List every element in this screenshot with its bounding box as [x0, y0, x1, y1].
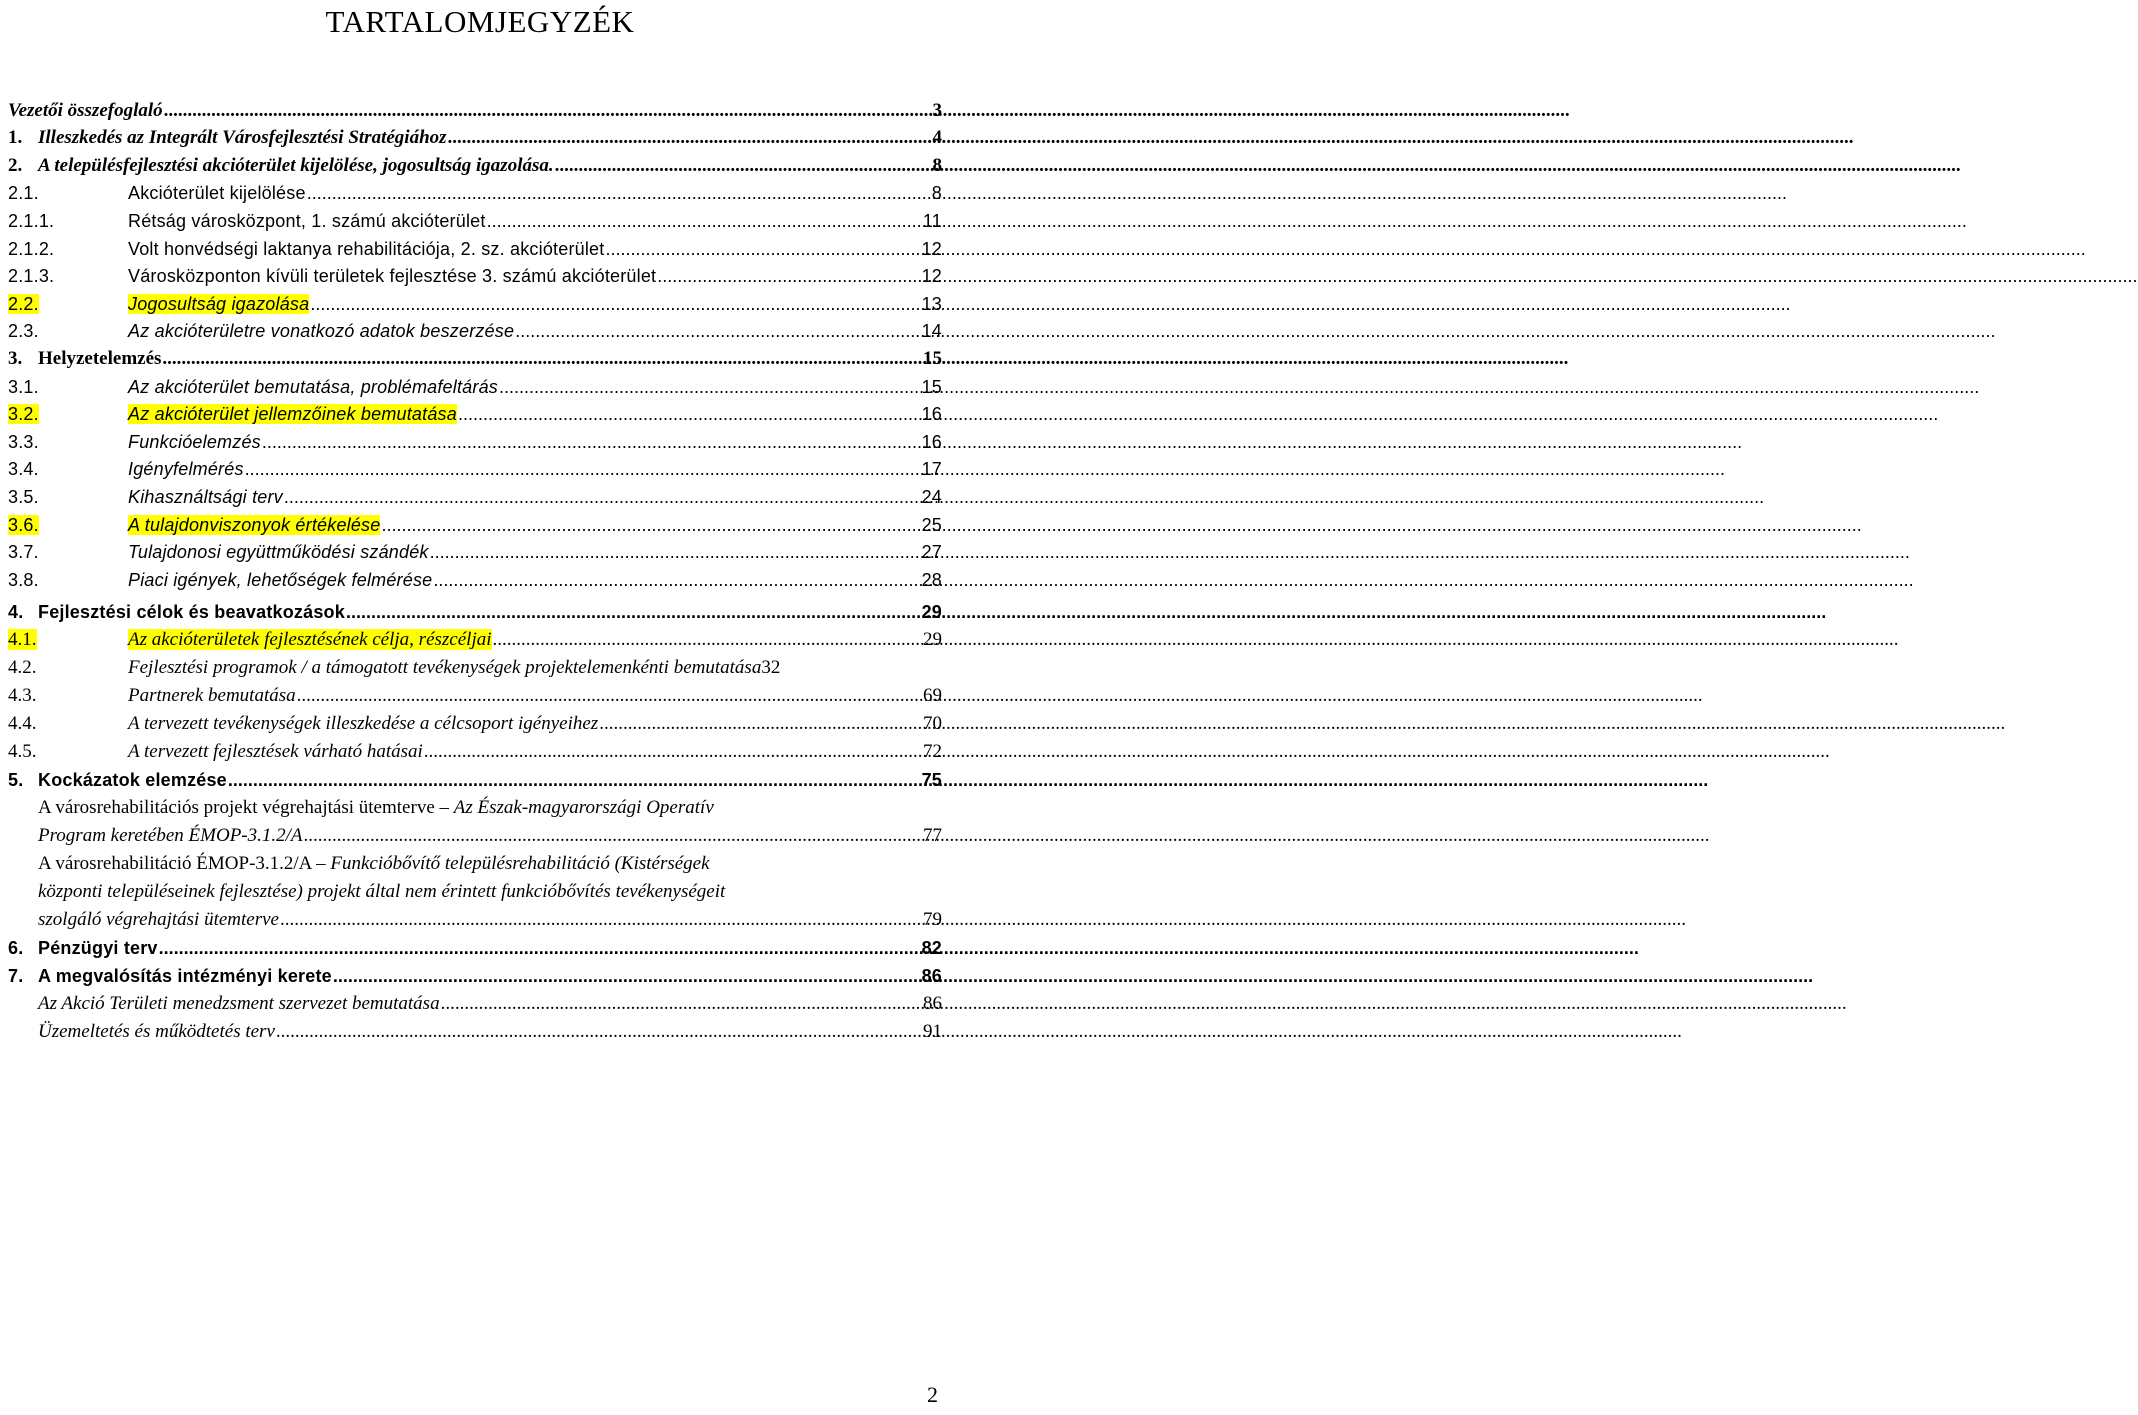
toc-entry[interactable]: 2.1.3. Városközponton kívüli területek fejlesztése 3. számú akcióterület ..... 12 — [8, 263, 942, 289]
toc-entry[interactable]: 3.8. Piaci igények, lehetőségek felmérése ..... 28 — [8, 567, 942, 593]
toc-entry[interactable]: 4.1. Az akcióterületek fejlesztésének célja, részcéljai ..... 29 — [8, 627, 942, 653]
toc-entry[interactable]: 3.6. A tulajdonviszonyok értékelése ..... 25 — [8, 512, 942, 538]
toc-entry[interactable]: 3.2. Az akcióterület jellemzőinek bemutatása ..... 16 — [8, 401, 942, 427]
toc-entry[interactable]: 2.3. Az akcióterületre vonatkozó adatok beszerzése ..... 14 — [8, 318, 942, 344]
toc-entry[interactable]: 1. Illeszkedés az Integrált Városfejlesztési Stratégiához ..... 4 — [8, 125, 942, 151]
toc-entry[interactable]: Program keretében ÉMOP-3.1.2/A ..... 77 — [38, 823, 942, 849]
toc-entry[interactable]: 2. A településfejlesztési akcióterület kijelölése, jogosultság igazolása. ..... 8 — [8, 153, 942, 179]
toc-entry[interactable]: 3.4. Igényfelmérés ..... 17 — [8, 456, 942, 482]
toc-entry[interactable]: 6. Pénzügyi terv ..... 82 — [8, 935, 942, 961]
page-title: TARTALOMJEGYZÉK — [325, 4, 635, 39]
toc-entry[interactable]: 5. Kockázatok elemzése ..... 75 — [8, 767, 942, 793]
toc-entry[interactable]: 3.1. Az akcióterület bemutatása, problémafeltárás ..... 15 — [8, 374, 942, 400]
toc-entry[interactable]: Az Akció Területi menedzsment szervezet bemutatása ..... 86 — [38, 991, 942, 1017]
toc-entry[interactable]: szolgáló végrehajtási ütemterve ..... 79 — [38, 907, 942, 933]
toc-entry[interactable]: 3.7. Tulajdonosi együttműködési szándék ..... 27 — [8, 539, 942, 565]
toc-entry[interactable]: 3. Helyzetelemzés ..... 15 — [8, 346, 942, 372]
toc-entry[interactable]: 3.5. Kihasználtsági terv ..... 24 — [8, 484, 942, 510]
toc-entry[interactable]: 2.2. Jogosultság igazolása ..... 13 — [8, 291, 942, 317]
toc-entry[interactable]: 4.2. Fejlesztési programok / a támogatott tevékenységek projektelemenkénti bemutatása 32 — [8, 657, 781, 678]
toc-entry[interactable]: Vezetői összefoglaló ..... 3 — [8, 98, 942, 124]
toc-entry-multiline-line: A városrehabilitáció ÉMOP-3.1.2/A – Funkcióbővítő településrehabilitáció (Kistérségek — [38, 853, 710, 874]
toc-entry-multiline-line: A városrehabilitációs projekt végrehajtási ütemterve – Az Észak-magyarországi Operatív — [38, 797, 714, 818]
toc-entry[interactable]: 4.4. A tervezett tevékenységek illeszkedése a célcsoport igényeihez ..... 70 — [8, 711, 942, 737]
toc-entry[interactable]: 2.1.1. Rétság városközpont, 1. számú akcióterület ..... 11 — [8, 208, 942, 234]
toc-entry[interactable]: 3.3. Funkcióelemzés ..... 16 — [8, 429, 942, 455]
toc-entry[interactable]: 4.5. A tervezett fejlesztések várható hatásai ..... 72 — [8, 739, 942, 765]
toc-entry-multiline-line: központi településeinek fejlesztése) projekt által nem érintett funkcióbővítés tevékenységeit — [38, 881, 726, 902]
toc-entry[interactable]: Üzemeltetés és működtetés terv ..... 91 — [38, 1019, 942, 1045]
toc-entry[interactable]: 4. Fejlesztési célok és beavatkozások ..... 29 — [8, 599, 942, 625]
page-number: 2 — [927, 1382, 938, 1407]
toc-entry[interactable]: 4.3. Partnerek bemutatása ..... 69 — [8, 683, 942, 709]
toc-entry[interactable]: 7. A megvalósítás intézményi kerete ..... 86 — [8, 963, 942, 989]
toc-entry[interactable]: 2.1. Akcióterület kijelölése ..... 8 — [8, 180, 942, 206]
toc-entry[interactable]: 2.1.2. Volt honvédségi laktanya rehabilitációja, 2. sz. akcióterület ..... 12 — [8, 236, 942, 262]
